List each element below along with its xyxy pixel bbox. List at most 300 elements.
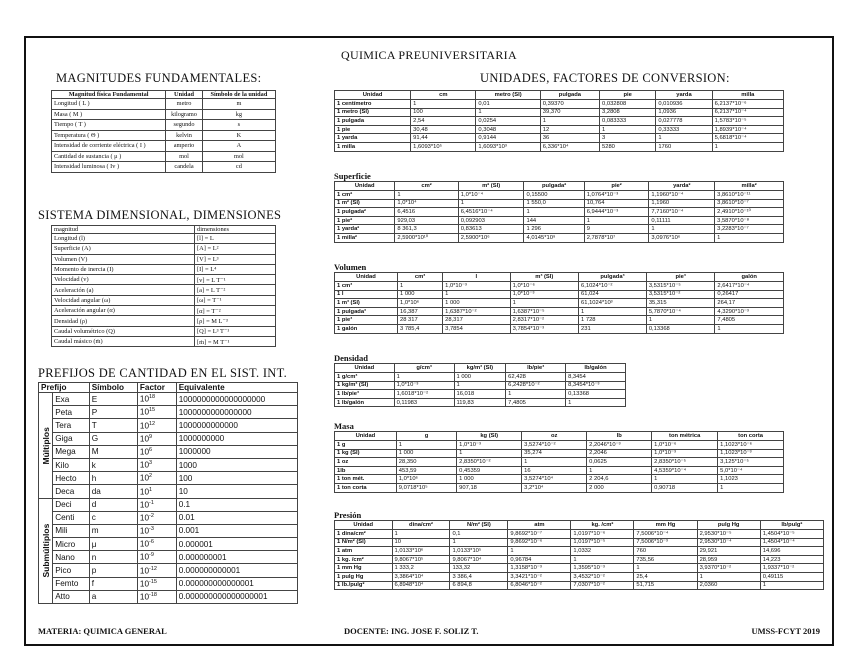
volumen-header-cell: galón [715, 273, 784, 282]
masa-table [334, 431, 784, 493]
volumen-value-cell: 35,315 [646, 299, 715, 308]
superficie-value-cell: 0,092903 [458, 216, 524, 225]
prefijo-equivalente: 100 [176, 472, 297, 485]
prefijo-factor [137, 564, 176, 577]
presion-value-cell: 9,8692*10⁻⁷ [508, 530, 571, 539]
prefijo-symbol: n [89, 551, 137, 564]
masa-unit-cell: 1 ton mét. [335, 475, 397, 484]
prefijo-factor-exponent: 9 [149, 433, 153, 440]
masa-value-cell: 2,8350*10⁻⁵ [652, 458, 718, 467]
presion-value-cell: 3,9370*10⁻² [697, 564, 760, 573]
prefijo-equivalente: 0.000000001 [176, 551, 297, 564]
masa-value-cell: 35,274 [522, 449, 587, 458]
longitud-value-cell: 39,370 [540, 108, 599, 117]
volumen-unit-cell: 1 cm³ [335, 282, 398, 291]
prefijo-equivalente: 1000000000 [176, 432, 297, 445]
presion-value-cell: 1 333,2 [392, 564, 450, 573]
dimensional-unit-cell: Aceleración angular (α) [52, 306, 195, 316]
masa-value-cell: 1 [396, 441, 456, 450]
volumen-value-cell: 3,5315*10⁻⁵ [646, 282, 715, 291]
volumen-value-cell: 7,4805 [715, 316, 784, 325]
presion-row [335, 538, 824, 547]
volumen-value-cell: 1,6387*10⁻² [443, 307, 511, 316]
masa-title: Masa [334, 421, 354, 431]
densidad-table [334, 363, 626, 407]
longitud-value-cell: 100 [411, 108, 476, 117]
prefijo-name: Femto [53, 577, 89, 590]
volumen-value-cell: 5,7870*10⁻⁴ [646, 307, 715, 316]
superficie-row [335, 199, 784, 208]
prefijo-symbol: a [89, 590, 137, 603]
prefijo-factor [137, 419, 176, 432]
densidad-value-cell: 0,13368 [566, 390, 626, 399]
longitud-row [335, 117, 784, 126]
longitud-value-cell: 1 [476, 108, 540, 117]
presion-table [334, 520, 824, 590]
longitud-value-cell: 3,2808 [600, 108, 656, 117]
volumen-unit-cell: 1 m³ (SI) [335, 299, 398, 308]
prefijo-factor-exponent: 6 [149, 446, 153, 453]
prefijo-name: Centi [53, 511, 89, 524]
presion-value-cell: 10 [392, 538, 450, 547]
prefijo-equivalente: 10 [176, 485, 297, 498]
masa-unit-cell: 1lb [335, 466, 397, 475]
longitud-value-cell: 2,54 [411, 117, 476, 126]
superficie-value-cell: 1 [715, 233, 784, 242]
volumen-value-cell: 6,1024*10⁻² [579, 282, 647, 291]
masa-unit-cell: 1 kg (SI) [335, 449, 397, 458]
prefijo-factor [137, 511, 176, 524]
masa-value-cell: 1,1023*10⁻⁶ [718, 441, 784, 450]
densidad-header-cell: lb/galón [566, 364, 626, 373]
fundamentales-unit-cell: Longitud ( L ) [52, 99, 166, 110]
masa-value-cell: 3,5274*10⁴ [522, 475, 587, 484]
volumen-value-cell: 264,17 [715, 299, 784, 308]
volumen-value-cell: 0,13368 [646, 324, 715, 333]
masa-value-cell: 1 [522, 458, 587, 467]
prefijos-row [39, 498, 298, 511]
presion-unit-cell: 1 lb./pulg² [335, 581, 393, 590]
presion-value-cell: 1 [697, 572, 760, 581]
fundamentales-value-cell: cd [202, 162, 275, 173]
prefijo-symbol: P [89, 406, 137, 419]
superficie-unit-cell: 1 yarda² [335, 225, 395, 234]
masa-unit-cell: 1 g [335, 441, 397, 450]
densidad-value-cell: 1 [566, 398, 626, 407]
superficie-value-cell: 3,0976*10⁶ [649, 233, 715, 242]
longitud-value-cell: 1,6093*10⁵ [411, 142, 476, 151]
longitud-value-cell: 6,2137*10⁻⁶ [712, 100, 783, 109]
masa-value-cell: 1 [718, 483, 784, 492]
volumen-value-cell: 2,6417*10⁻⁴ [715, 282, 784, 291]
volumen-value-cell: 1 [443, 290, 511, 299]
superficie-row [335, 233, 784, 242]
densidad-value-cell: 0,11983 [394, 398, 454, 407]
volumen-row [335, 299, 784, 308]
fundamentales-unit-cell: Cantidad de sustancia ( μ ) [52, 151, 166, 162]
presion-value-cell: 1,0133*10⁵ [450, 547, 508, 556]
masa-value-cell: 1 000 [396, 449, 456, 458]
longitud-unit-cell: 1 milla [335, 142, 411, 151]
volumen-value-cell: 61,024 [579, 290, 647, 299]
prefijos-header-row [39, 383, 298, 393]
prefijos-table [38, 382, 298, 604]
volumen-value-cell: 231 [579, 324, 647, 333]
longitud-unit-cell: 1 pulgada [335, 117, 411, 126]
masa-unit-cell: 1 ton corta [335, 483, 397, 492]
prefijo-factor [137, 551, 176, 564]
superficie-value-cell: 6,4516*10⁻⁴ [458, 208, 524, 217]
volumen-value-cell: 1 [398, 282, 443, 291]
longitud-header-cell: pie [600, 91, 656, 100]
superficie-row [335, 191, 784, 200]
prefijo-symbol: E [89, 393, 137, 406]
presion-value-cell: 6 894,8 [450, 581, 508, 590]
densidad-value-cell: 1 [454, 381, 506, 390]
volumen-value-cell: 16,387 [398, 307, 443, 316]
superficie-value-cell: 1 [395, 191, 458, 200]
volumen-header-cell: Unidad [335, 273, 398, 282]
presion-value-cell: 1 [508, 547, 571, 556]
prefijo-factor [137, 432, 176, 445]
prefijo-equivalente: 1000 [176, 458, 297, 471]
prefijo-name: Mili [53, 524, 89, 537]
longitud-value-cell: 6,2137*10⁻⁴ [712, 108, 783, 117]
longitud-value-cell: 5,6818*10⁻⁴ [712, 134, 783, 143]
masa-value-cell: 2,2046 [587, 449, 652, 458]
masa-value-cell: 5,0*10⁻⁴ [718, 466, 784, 475]
densidad-header-cell: Unidad [335, 364, 395, 373]
prefijo-factor-exponent: -6 [149, 539, 154, 546]
densidad-value-cell: 1 000 [454, 373, 506, 382]
longitud-header-cell: metro (SI) [476, 91, 540, 100]
presion-value-cell: 1,0332 [571, 547, 634, 556]
presion-value-cell: 3,3864*10⁴ [392, 572, 450, 581]
prefijos-row [39, 472, 298, 485]
fundamentales-unit-cell: Masa ( M ) [52, 109, 166, 120]
presion-value-cell: 1,3158*10⁻³ [508, 564, 571, 573]
superficie-value-cell: 1 [458, 199, 524, 208]
fundamentales-title: MAGNITUDES FUNDAMENTALES: [56, 71, 262, 85]
prefijo-factor-exponent: 12 [149, 420, 156, 427]
prefijo-factor [137, 498, 176, 511]
fundamentales-unit-cell: Intensidad de corriente eléctrica ( I ) [52, 141, 166, 152]
page-frame [24, 36, 834, 646]
prefijo-factor-exponent: 3 [149, 460, 153, 467]
presion-value-cell: 14,223 [760, 555, 823, 564]
volumen-value-cell: 1 000 [398, 290, 443, 299]
dimensional-value-cell: [ω] = T⁻¹ [195, 295, 276, 305]
masa-row [335, 466, 784, 475]
densidad-row [335, 390, 626, 399]
masa-value-cell: 2 204,6 [587, 475, 652, 484]
volumen-unit-cell: 1 galón [335, 324, 398, 333]
prefijo-name: Mega [53, 445, 89, 458]
masa-row [335, 449, 784, 458]
presion-value-cell: 7,5006*10⁻³ [634, 538, 697, 547]
presion-value-cell: 6,8948*10⁴ [392, 581, 450, 590]
superficie-value-cell: 1 296 [524, 225, 584, 234]
densidad-header-cell: kg/m³ (SI) [454, 364, 506, 373]
dimensional-unit-cell: Densidad (ρ) [52, 316, 195, 326]
superficie-value-cell: 1 [524, 208, 584, 217]
masa-value-cell: 1 [587, 466, 652, 475]
prefijo-factor-exponent: -1 [149, 499, 154, 506]
prefijo-factor-exponent: -18 [149, 592, 157, 599]
masa-header-cell: kg (SI) [457, 432, 522, 441]
volumen-header-row [335, 273, 784, 282]
longitud-header-row [335, 91, 784, 100]
dimensional-value-cell: [V] = L³ [195, 254, 276, 264]
superficie-value-cell: 3,8610*10⁻¹¹ [715, 191, 784, 200]
presion-header-cell: mm Hg [634, 521, 697, 530]
superficie-value-cell: 1 [649, 225, 715, 234]
volumen-row [335, 316, 784, 325]
presion-value-cell: 0,1 [450, 530, 508, 539]
presion-value-cell: 25,4 [634, 572, 697, 581]
fundamentales-unit-cell: Temperatura ( Θ ) [52, 130, 166, 141]
page-title: QUIMICA PREUNIVERSITARIA [341, 48, 517, 62]
presion-value-cell: 1,0133*10⁶ [392, 547, 450, 556]
dimensional-unit-cell: Aceleración (a) [52, 285, 195, 295]
dimensional-unit-cell: Momento de inercia (I) [52, 264, 195, 274]
dimensional-value-cell: [A] = L² [195, 244, 276, 254]
dimensional-value-cell: [ρ] = M L⁻³ [195, 316, 276, 326]
presion-header-cell: dina/cm² [392, 521, 450, 530]
prefijo-factor [137, 538, 176, 551]
fundamentales-value-cell: candela [166, 162, 203, 173]
presion-value-cell: 7,5006*10⁻⁴ [634, 530, 697, 539]
prefijo-factor-base: 10 [139, 500, 149, 510]
prefijo-name: Nano [53, 551, 89, 564]
densidad-value-cell: 1,0*10⁻³ [394, 381, 454, 390]
prefijos-row [39, 445, 298, 458]
presion-unit-cell: 1 dina/cm² [335, 530, 393, 539]
superficie-value-cell: 2,5900*10⁶ [458, 233, 524, 242]
volumen-unit-cell: 1 pie³ [335, 316, 398, 325]
masa-header-cell: lb [587, 432, 652, 441]
fundamentales-row [52, 162, 276, 173]
prefijo-name: Peta [53, 406, 89, 419]
superficie-value-cell: 0,11111 [649, 216, 715, 225]
prefijos-row [39, 485, 298, 498]
dimensional-value-cell: [l] = L [195, 234, 276, 244]
prefijo-name: Pico [53, 564, 89, 577]
superficie-header-cell: milla² [715, 182, 784, 191]
prefijo-factor-base: 10 [139, 394, 149, 404]
presion-value-cell: 6,8046*10⁻² [508, 581, 571, 590]
dimensional-value-cell: [a] = L T⁻² [195, 285, 276, 295]
prefijo-factor [137, 590, 176, 603]
prefijo-factor-exponent: 18 [149, 394, 156, 401]
prefijos-title: PREFIJOS DE CANTIDAD EN EL SIST. INT. [38, 366, 288, 380]
volumen-header-cell: cm³ [398, 273, 443, 282]
superficie-header-cell: pulgada² [524, 182, 584, 191]
presion-value-cell: 2,0360 [697, 581, 760, 590]
densidad-unit-cell: 1 lb/pie³ [335, 390, 395, 399]
masa-row [335, 441, 784, 450]
presion-value-cell: 1,3595*10⁻³ [571, 564, 634, 573]
superficie-unit-cell: 1 m² (SI) [335, 199, 395, 208]
footer-materia: MATERIA: QUIMICA GENERAL [38, 626, 167, 636]
superficie-header-cell: pie² [584, 182, 649, 191]
longitud-value-cell: 5280 [600, 142, 656, 151]
prefijos-row [39, 577, 298, 590]
longitud-header-cell: Unidad [335, 91, 411, 100]
presion-value-cell: 2,9530*10⁻⁵ [697, 530, 760, 539]
prefijo-name: Deca [53, 485, 89, 498]
longitud-value-cell: 0,9144 [476, 134, 540, 143]
fundamentales-row [52, 109, 276, 120]
presion-value-cell: 1 [760, 581, 823, 590]
dimensional-header-cell: magnitud [52, 226, 195, 234]
presion-unit-cell: 1 kg. /cm² [335, 555, 393, 564]
presion-value-cell: 760 [634, 547, 697, 556]
masa-value-cell: 453,59 [396, 466, 456, 475]
masa-value-cell: 1,0*10⁻⁶ [652, 441, 718, 450]
longitud-row [335, 134, 784, 143]
densidad-unit-cell: 1 g/cm³ [335, 373, 395, 382]
dimensional-row [52, 316, 276, 326]
dimensional-unit-cell: Velocidad angular (ω) [52, 295, 195, 305]
presion-unit-cell: 1 mm Hg [335, 564, 393, 573]
prefijo-name: Giga [53, 432, 89, 445]
prefijo-factor-base: 10 [139, 513, 149, 523]
volumen-value-cell: 1 000 [443, 299, 511, 308]
superficie-unit-cell: 1 milla² [335, 233, 395, 242]
footer-docente: DOCENTE: ING. JOSE F. SOLIZ T. [344, 626, 479, 636]
prefijo-factor-exponent: -3 [149, 526, 154, 533]
densidad-value-cell: 16,018 [454, 390, 506, 399]
superficie-row [335, 225, 784, 234]
prefijo-equivalente: 0.000000000000000001 [176, 590, 297, 603]
dimensional-unit-cell: Velocidad (v) [52, 275, 195, 285]
longitud-value-cell: 1 [540, 117, 599, 126]
presion-value-cell: 2,9530*10⁻⁴ [697, 538, 760, 547]
masa-value-cell: 1,0*10⁻³ [457, 441, 522, 450]
presion-value-cell: 14,696 [760, 547, 823, 556]
fundamentales-value-cell: mol [166, 151, 203, 162]
prefijo-equivalente: 0.01 [176, 511, 297, 524]
fundamentales-header-row [52, 91, 276, 99]
prefijo-factor-exponent: -15 [149, 578, 157, 585]
volumen-value-cell: 4,3290*10⁻³ [715, 307, 784, 316]
conversion-title: UNIDADES, FACTORES DE CONVERSION: [480, 71, 730, 85]
masa-value-cell: 2,8350*10⁻² [457, 458, 522, 467]
prefijo-factor-exponent: -9 [149, 552, 154, 559]
masa-value-cell: 1 [652, 475, 718, 484]
fundamentales-value-cell: K [202, 130, 275, 141]
dimensional-unit-cell: Caudal másico (ṁ) [52, 336, 195, 346]
presion-value-cell: 1,0197*10⁻⁶ [571, 530, 634, 539]
masa-value-cell: 0,45359 [457, 466, 522, 475]
superficie-value-cell: 1,0*10⁴ [395, 199, 458, 208]
prefijo-symbol: k [89, 458, 137, 471]
fundamentales-row [52, 130, 276, 141]
densidad-value-cell: 8,3454 [566, 373, 626, 382]
prefijo-factor [137, 577, 176, 590]
prefijo-factor [137, 458, 176, 471]
superficie-value-cell: 1,0764*10⁻³ [584, 191, 649, 200]
dimensional-row [52, 336, 276, 346]
prefijo-name: Micro [53, 538, 89, 551]
presion-value-cell: 1 [634, 564, 697, 573]
masa-header-cell: g [396, 432, 456, 441]
prefijo-name: Exa [53, 393, 89, 406]
longitud-row [335, 142, 784, 151]
longitud-value-cell: 1 [656, 134, 712, 143]
longitud-row [335, 108, 784, 117]
prefijo-name: Kilo [53, 458, 89, 471]
prefijo-name: Deci [53, 498, 89, 511]
volumen-value-cell: 28,317 [443, 316, 511, 325]
masa-value-cell: 3,125*10⁻⁵ [718, 458, 784, 467]
prefijos-row [39, 564, 298, 577]
dimensional-row [52, 254, 276, 264]
superficie-row [335, 208, 784, 217]
longitud-value-cell: 1 [712, 142, 783, 151]
presion-value-cell: 1 [571, 555, 634, 564]
masa-value-cell: 1 000 [457, 475, 522, 484]
longitud-value-cell: 1,6093*10³ [476, 142, 540, 151]
superficie-header-cell: yarda² [649, 182, 715, 191]
volumen-value-cell: 1,6387*10⁻⁵ [510, 307, 578, 316]
prefijo-factor-base: 10 [139, 540, 149, 550]
fundamentales-header-cell: Símbolo de la unidad [202, 91, 275, 99]
prefijos-row [39, 393, 298, 406]
dimensional-row [52, 326, 276, 336]
dimensional-row [52, 275, 276, 285]
fundamentales-unit-cell: Tiempo ( T ) [52, 120, 166, 131]
densidad-value-cell: 7,4805 [506, 398, 566, 407]
masa-row [335, 475, 784, 484]
prefijos-row [39, 511, 298, 524]
densidad-value-cell: 119,83 [454, 398, 506, 407]
longitud-unit-cell: 1 pie [335, 125, 411, 134]
superficie-header-cell: cm² [395, 182, 458, 191]
presion-value-cell: 9,8067*10⁵ [392, 555, 450, 564]
presion-value-cell: 133,32 [450, 564, 508, 573]
prefijos-header-cell: Equivalente [176, 383, 297, 393]
volumen-value-cell: 3,5315*10⁻² [646, 290, 715, 299]
longitud-unit-cell: 1 metro (SI) [335, 108, 411, 117]
volumen-value-cell: 1 728 [579, 316, 647, 325]
longitud-value-cell: 0,0254 [476, 117, 540, 126]
fundamentales-value-cell: kg [202, 109, 275, 120]
prefijos-row [39, 406, 298, 419]
dimensional-row [52, 264, 276, 274]
volumen-value-cell: 1,0*10⁻³ [443, 282, 511, 291]
fundamentales-value-cell: segundo [166, 120, 203, 131]
masa-value-cell: 3,2*10⁴ [522, 483, 587, 492]
presion-row [335, 564, 824, 573]
volumen-unit-cell: 1 l [335, 290, 398, 299]
fundamentales-row [52, 120, 276, 131]
fundamentales-row [52, 141, 276, 152]
longitud-value-cell: 91,44 [411, 134, 476, 143]
prefijos-header-cell: Factor [137, 383, 176, 393]
dimensional-unit-cell: Superficie (A) [52, 244, 195, 254]
masa-value-cell: 28,350 [396, 458, 456, 467]
volumen-value-cell: 1 [510, 299, 578, 308]
longitud-value-cell: 1,0936 [656, 108, 712, 117]
superficie-value-cell: 1,1960*10⁻⁴ [649, 191, 715, 200]
superficie-header-row [335, 182, 784, 191]
prefijo-factor-base: 10 [139, 592, 149, 602]
dimensional-value-cell: [v] = L T⁻¹ [195, 275, 276, 285]
presion-value-cell: 1,4504*10⁻⁵ [760, 530, 823, 539]
presion-value-cell: 0,96784 [508, 555, 571, 564]
